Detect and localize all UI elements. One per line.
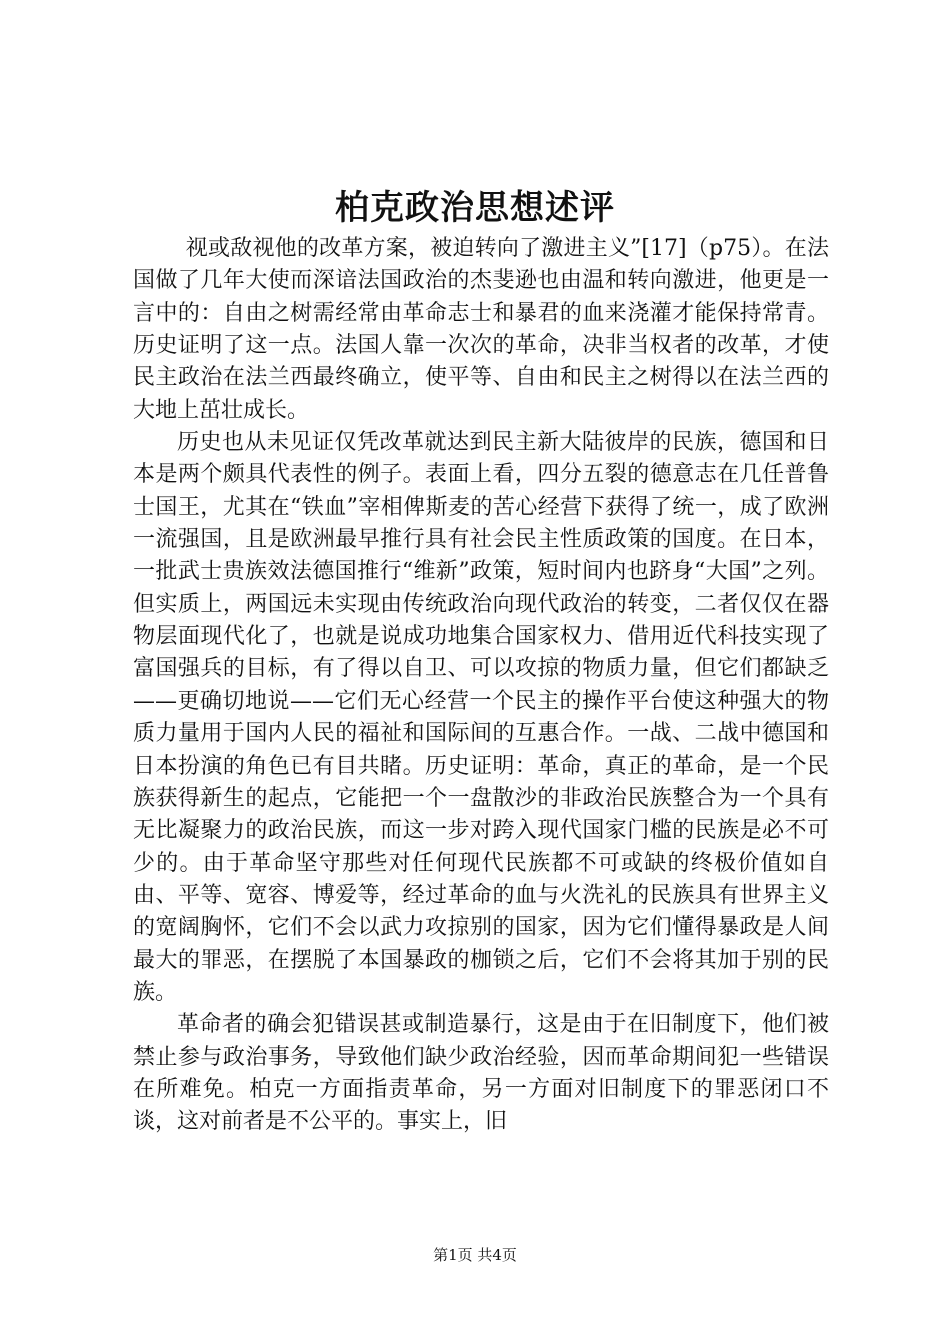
paragraph-1: 视或敌视他的改革方案，被迫转向了激进主义”[17]（p75）。在法国做了几年大使而深谙法国政治的杰斐逊也由温和转向激进，他更是一言中的：自由之树需经常由革命志士和暴君的血来浇灌才能保持常青。历史证明了这一点。法国人靠一次次的革命，决非当权者的改革，才使民主政治在法兰西最终确立，使平等、自由和民主之树得以在法兰西的大地上茁壮成长。 [133,236,829,423]
document-title: 柏克政治思想述评 [335,188,615,228]
paragraph-3: 革命者的确会犯错误甚或制造暴行，这是由于在旧制度下，他们被禁止参与政治事务，导致他们缺少政治经验，因而革命期间犯一些错误在所难免。柏克一方面指责革命，另一方面对旧制度下的罪恶闭口不谈，这对前者是不公平的。事实上，旧 [133,1012,829,1135]
page-footer: 第1页 共4页 [433,1246,517,1264]
paragraph-2: 历史也从未见证仅凭改革就达到民主新大陆彼岸的民族，德国和日本是两个颇具代表性的例子。表面上看，四分五裂的德意志在几任普鲁士国王，尤其在“铁血”宰相俾斯麦的苦心经营下获得了统一，成了欧洲一流强国，且是欧洲最早推行具有社会民主性质政策的国度。在日本，一批武士贵族效法德国推行“维新”政策，短时间内也跻身“大国”之列。但实质上，两国远未实现由传统政治向现代政治的转变，二者仅仅在器物层面现代化了，也就是说成功地集合国家权力、借用近代科技实现了富国强兵的目标，有了得以自卫、可以攻掠的物质力量，但它们都缺乏——更确切地说——它们无心经营一个民主的操作平台使这种强大的物质力量用于国内人民的福祉和国际间的互惠合作。一战、二战中德国和日本扮演的角色已有目共睹。历史证明：革命，真正的革命，是一个民族获得新生的起点，它能把一个一盘散沙的非政治民族整合为一个具有无比凝聚力的政治民族，而这一步对跨入现代国家门槛的民族是必不可少的。由于革命坚守那些对任何现代民族都不可或缺的终极价值如自由、平等、宽容、博爱等，经过革命的血与火洗礼的民族具有世界主义的宽阔胸怀，它们不会以武力攻掠别的国家，因为它们懂得暴政是人间最大的罪恶，在摆脱了本国暴政的枷锁之后，它们不会将其加于别的民族。 [133,430,829,1005]
document-body [133,233,829,1139]
